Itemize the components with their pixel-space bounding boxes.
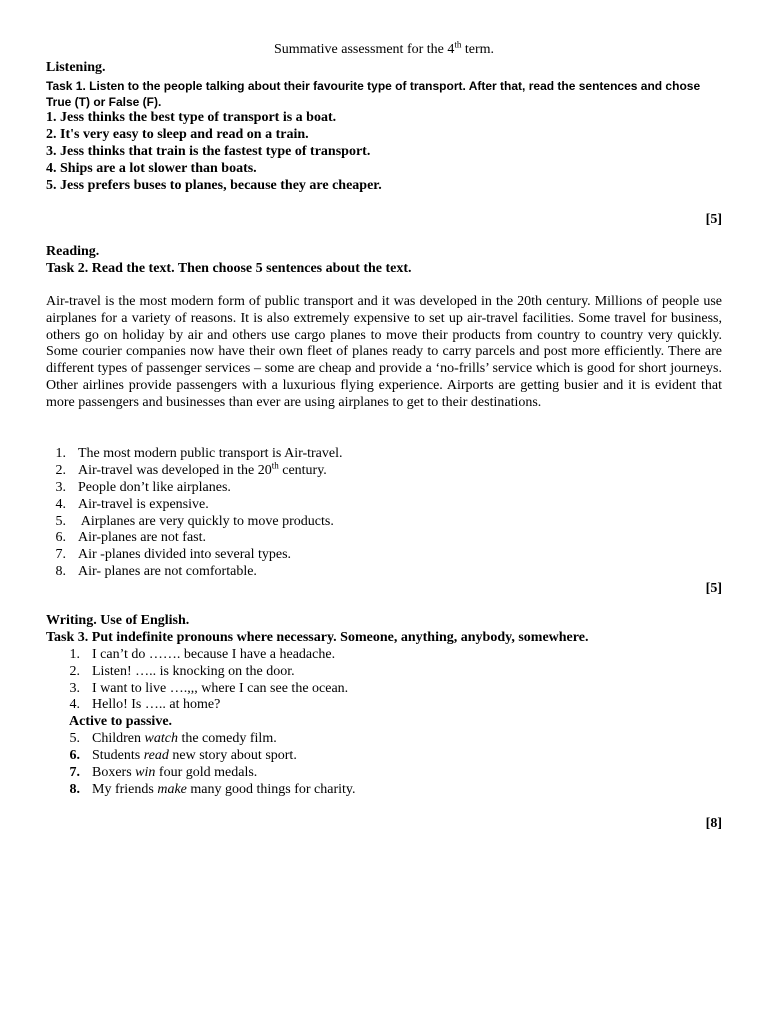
page-title: Summative assessment for the 4th term.	[273, 39, 495, 57]
tf-item-3: 3. Jess thinks that train is the fastest type of transport.	[46, 144, 371, 159]
list-item: 1. I can’t do ……. because I have a headache.	[69, 647, 336, 662]
listening-heading: Listening.	[46, 60, 106, 75]
list-item: 8. My friends make many good things for charity.	[69, 782, 356, 797]
list-item: 6. Students read new story about sport.	[69, 748, 297, 763]
list-item: 2. Air-travel was developed in the 20th century.	[55, 460, 327, 478]
tf-item-4: 4. Ships are a lot slower than boats.	[46, 161, 257, 176]
list-item: 6. Air-planes are not fast.	[55, 530, 207, 545]
writing-task: Task 3. Put indefinite pronouns where necessary. Someone, anything, anybody, somewhere.	[46, 630, 589, 645]
list-item: 5. Airplanes are very quickly to move products.	[55, 514, 334, 529]
listening-task: Task 1. Listen to the people talking about their favourite type of transport. After that, read the sentences and chose True (T) or False (F).	[46, 79, 701, 109]
listening-score: [5]	[705, 212, 722, 227]
list-item: 5. Children watch the comedy film.	[69, 731, 277, 746]
writing-score: [8]	[705, 816, 722, 831]
list-item: 8. Air- planes are not comfortable.	[55, 564, 257, 579]
reading-task: Task 2. Read the text. Then choose 5 sentences about the text.	[46, 261, 412, 276]
list-item: 7. Air -planes divided into several types.	[55, 547, 292, 562]
reading-score: [5]	[705, 581, 722, 596]
passive-heading: Active to passive.	[69, 714, 173, 729]
tf-item-1: 1. Jess thinks the best type of transport is a boat.	[46, 110, 337, 125]
list-item: 2. Listen! ….. is knocking on the door.	[69, 664, 295, 679]
tf-item-5: 5. Jess prefers buses to planes, because they are cheaper.	[46, 178, 382, 193]
list-item: 3. People don’t like airplanes.	[55, 480, 231, 495]
list-item: 1. The most modern public transport is Air-travel.	[55, 446, 343, 461]
list-item: 7. Boxers win four gold medals.	[69, 765, 258, 780]
reading-passage: Air-travel is the most modern form of public transport and it was developed in the 20th century. Millions of people use airplanes for a variety of reasons. It is also extremely expensive to set up air-travel facilities. Some travel for business, others go on holiday by air and others use cargo planes to move their products from country to country very quickly. Some courier companies now have their own fleet of planes ready to carry parcels and post more efficiently. There are different types of passenger services – some are cheap and provide a ‘no-frills’ service which is good for short journeys. Other airlines provide passengers with a luxurious flying experience. Airports are getting busier and it is evident that more passengers and businesses than ever are using airplanes to get to their destinations.	[46, 294, 722, 410]
list-item: 4. Air-travel is expensive.	[55, 497, 209, 512]
list-item: 4. Hello! Is ….. at home?	[69, 697, 221, 712]
writing-heading: Writing. Use of English.	[46, 613, 190, 628]
list-item: 3. I want to live ….,,, where I can see the ocean.	[69, 681, 349, 696]
tf-item-2: 2. It's very easy to sleep and read on a train.	[46, 127, 309, 142]
reading-heading: Reading.	[46, 244, 100, 259]
